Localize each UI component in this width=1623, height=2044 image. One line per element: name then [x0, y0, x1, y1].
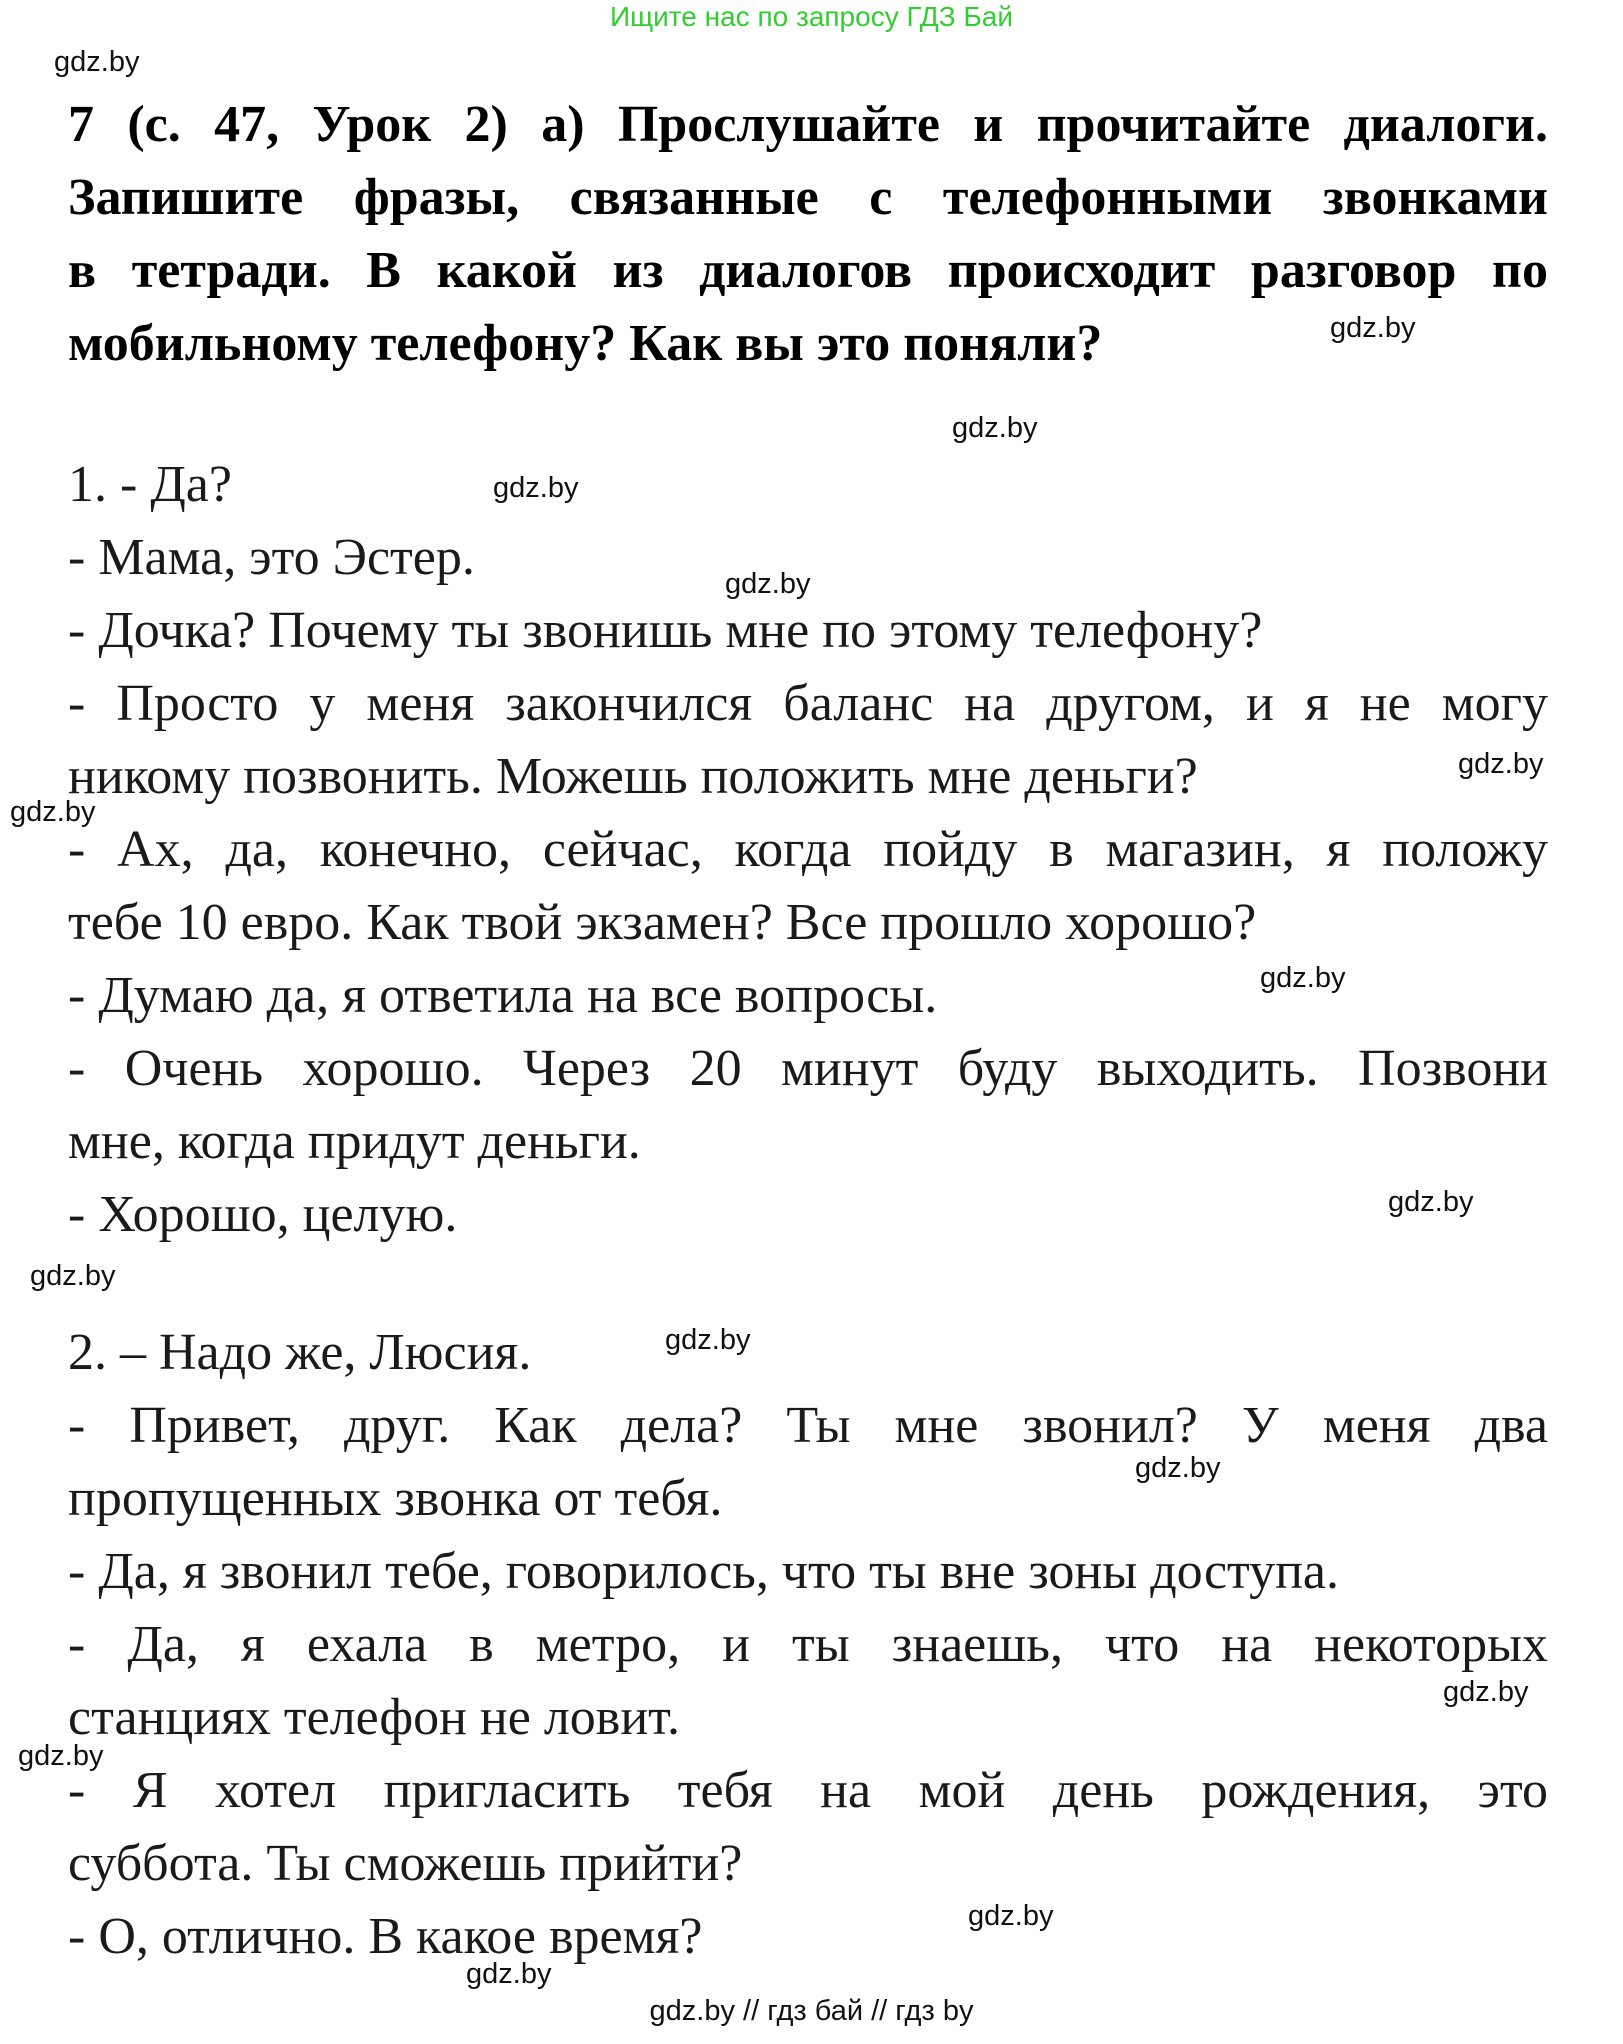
- dialogue-line: - Мама, это Эстер.: [68, 529, 475, 586]
- dialogue-line: - Да, я ехала в метро, и ты знаешь, что на некоторых: [68, 1616, 1548, 1673]
- watermark: gdz.by: [1330, 312, 1416, 344]
- title-line: Запишите фразы, связанные с телефонными звонками: [68, 169, 1548, 226]
- watermark: gdz.by: [1260, 962, 1346, 994]
- dialogue-2: [68, 1316, 1548, 1973]
- watermark: gdz.by: [18, 1740, 104, 1772]
- dialogue-line: суббота. Ты сможешь прийти?: [68, 1835, 743, 1892]
- title-line: мобильному телефону? Как вы это поняли?: [68, 315, 1103, 372]
- dialogue-line: - О, отлично. В какое время?: [68, 1908, 703, 1965]
- top-banner[interactable]: Ищите нас по запросу ГДЗ Бай: [609, 1, 1014, 32]
- dialogue-line: - Просто у меня закончился баланс на другом, и я не могу: [68, 675, 1548, 732]
- dialogue-line: никому позвонить. Можешь положить мне деньги?: [68, 748, 1198, 805]
- dialogue-1: [68, 448, 1548, 1251]
- watermark: gdz.by: [725, 568, 811, 600]
- watermark: gdz.by: [54, 46, 140, 78]
- watermark: gdz.by: [968, 1900, 1054, 1932]
- watermark: gdz.by: [1458, 748, 1544, 780]
- dialogue-line: - Хорошо, целую.: [68, 1186, 458, 1243]
- dialogue-line: пропущенных звонка от тебя.: [68, 1470, 723, 1527]
- watermark: gdz.by: [1443, 1676, 1529, 1708]
- dialogue-line: 2. – Надо же, Люсия.: [68, 1324, 532, 1381]
- dialogue-line: - Думаю да, я ответила на все вопросы.: [68, 967, 938, 1024]
- dialogue-line: тебе 10 евро. Как твой экзамен? Все прошло хорошо?: [68, 894, 1257, 951]
- watermark: gdz.by: [466, 1958, 552, 1990]
- watermark: gdz.by: [665, 1324, 751, 1356]
- title-line: 7 (с. 47, Урок 2) а) Прослушайте и прочитайте диалоги.: [68, 96, 1548, 153]
- footer-links[interactable]: gdz.by // гдз бай // гдз by: [649, 1995, 974, 2027]
- dialogue-line: мне, когда придут деньги.: [68, 1113, 641, 1170]
- dialogue-line: - Да, я звонил тебе, говорилось, что ты вне зоны доступа.: [68, 1543, 1339, 1600]
- dialogue-line: - Ах, да, конечно, сейчас, когда пойду в магазин, я положу: [68, 821, 1548, 878]
- title-line: в тетради. В какой из диалогов происходит разговор по: [68, 242, 1548, 299]
- watermark: gdz.by: [10, 796, 96, 828]
- watermark: gdz.by: [1135, 1452, 1221, 1484]
- exercise-title: [68, 88, 1548, 380]
- watermark: gdz.by: [952, 412, 1038, 444]
- watermark: gdz.by: [30, 1260, 116, 1292]
- watermark: gdz.by: [493, 472, 579, 504]
- dialogue-line: - Дочка? Почему ты звонишь мне по этому телефону?: [68, 602, 1263, 659]
- dialogue-line: 1. - Да?: [68, 456, 232, 513]
- watermark: gdz.by: [1388, 1186, 1474, 1218]
- dialogue-line: - Очень хорошо. Через 20 минут буду выходить. Позвони: [68, 1040, 1548, 1097]
- dialogue-line: станциях телефон не ловит.: [68, 1689, 680, 1746]
- dialogue-line: - Привет, друг. Как дела? Ты мне звонил? У меня два: [68, 1397, 1548, 1454]
- dialogue-line: - Я хотел пригласить тебя на мой день рождения, это: [68, 1762, 1548, 1819]
